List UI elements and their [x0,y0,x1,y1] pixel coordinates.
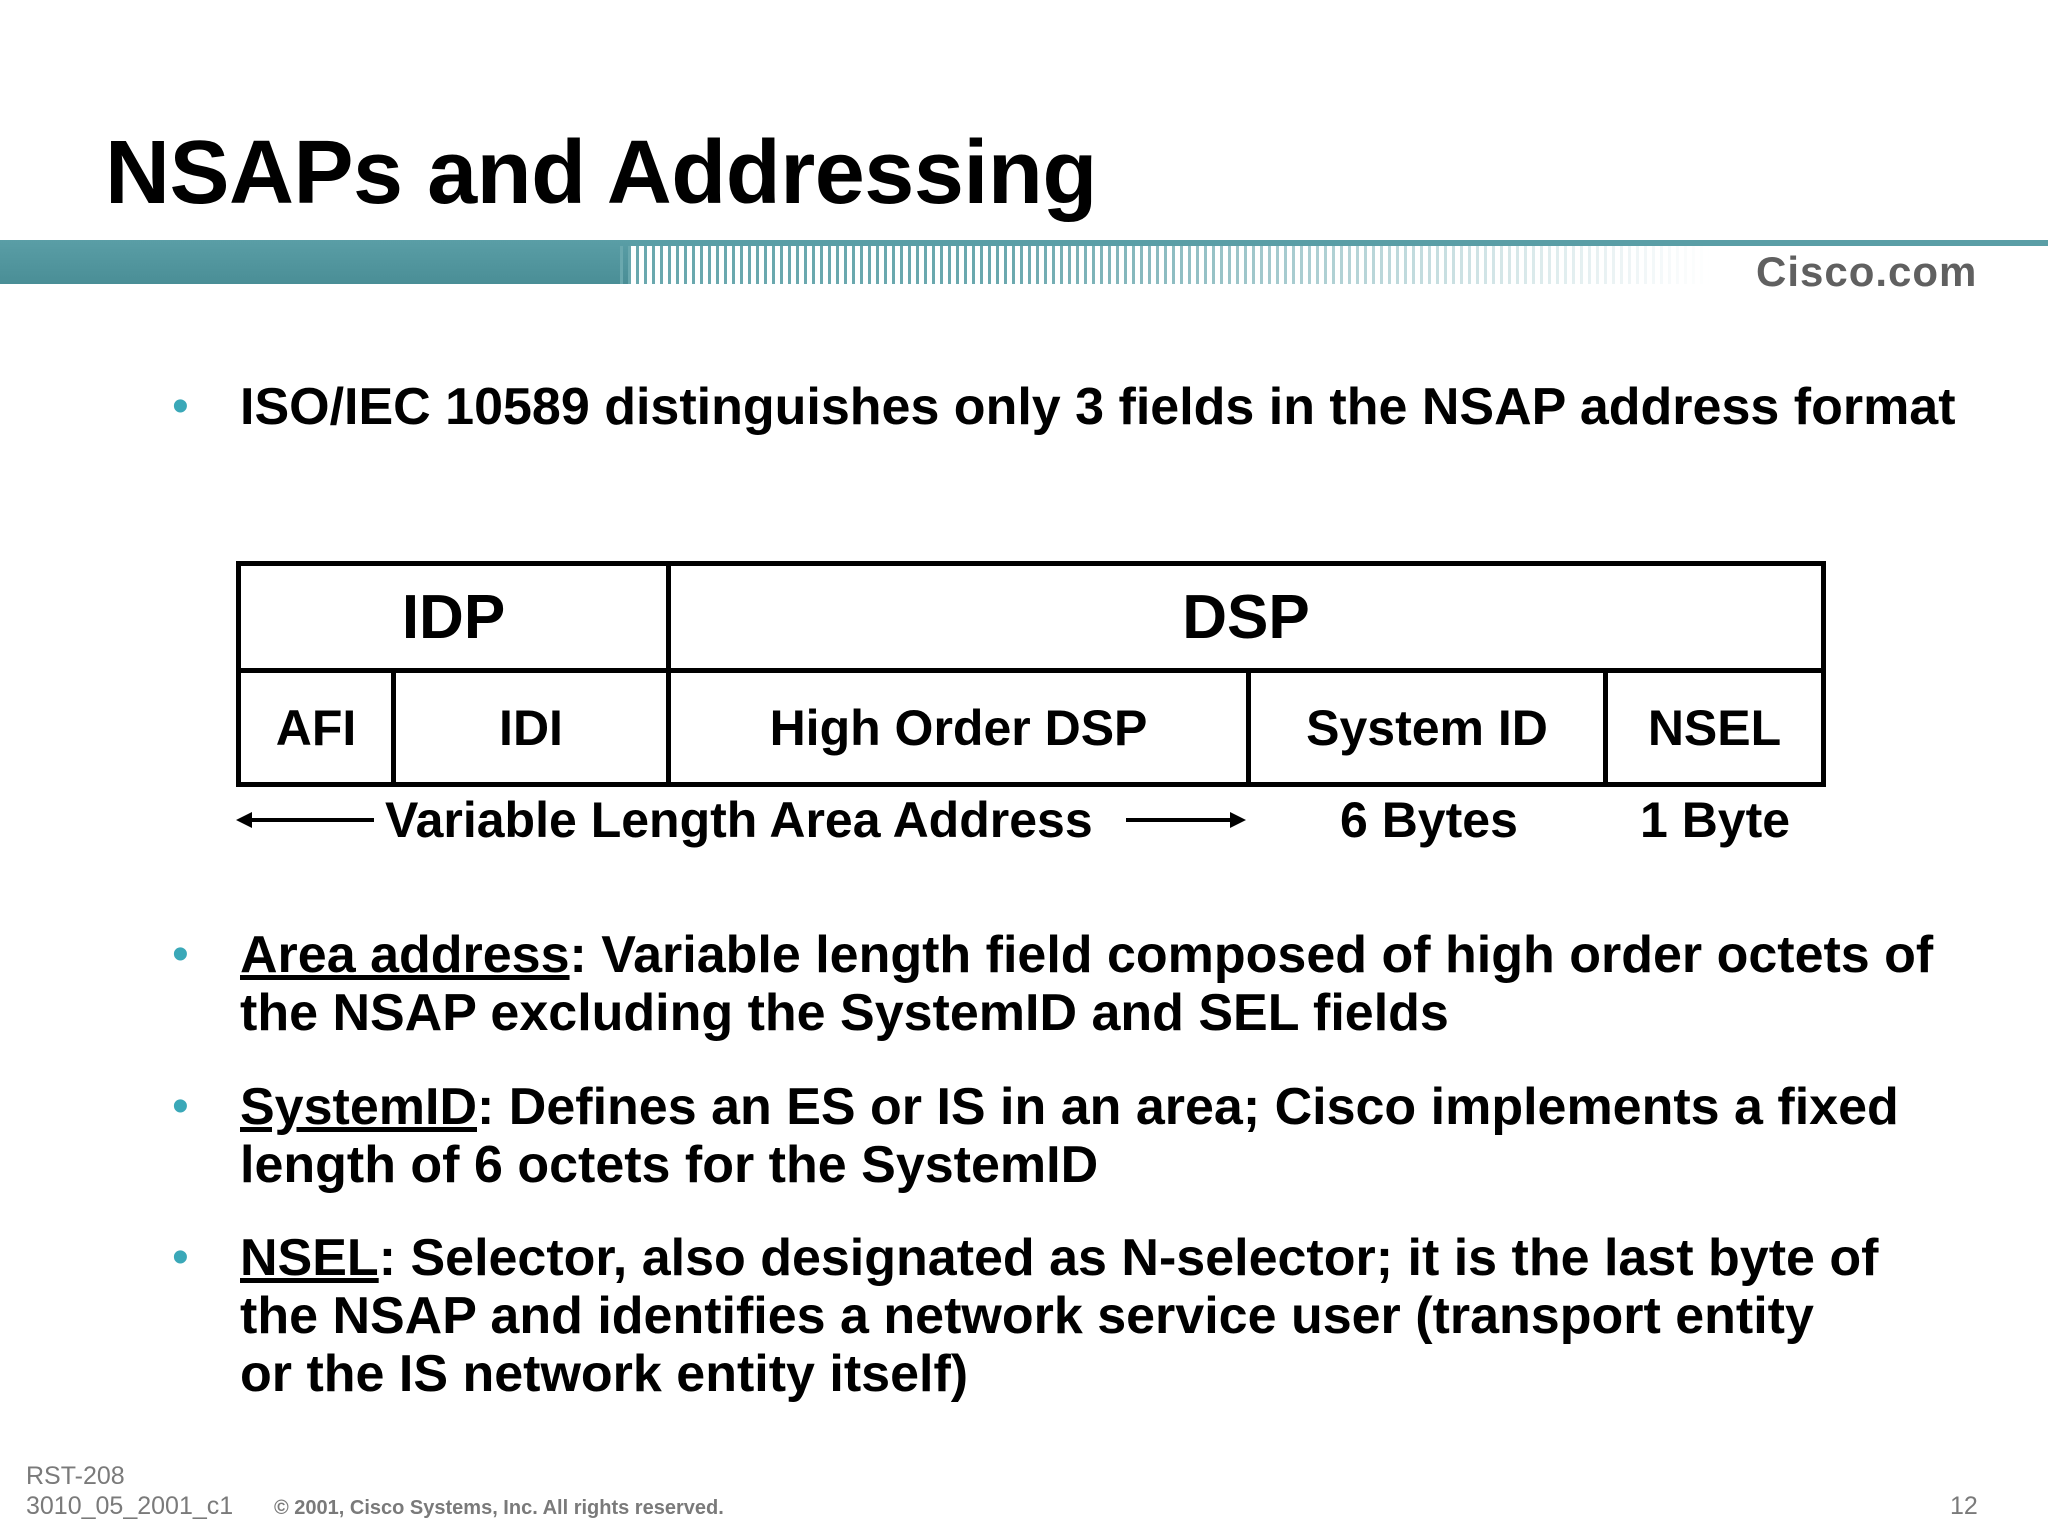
header-bar-stripes [620,246,1710,284]
cisco-logo: Cisco.com [1756,248,1978,295]
bullet-icon: • [172,380,189,433]
right-arrow-icon [1126,805,1246,835]
footer-code: 3010_05_2001_c1 [26,1492,234,1520]
bullet-icon: • [172,928,189,981]
slide-title: NSAPs and Addressing [105,123,1097,223]
bullet-term: NSEL [240,1229,379,1287]
area-length-label: Variable Length Area Address [385,792,1093,848]
footer-course: RST-208 [26,1462,125,1490]
bullet-text-2 [240,926,1960,1042]
bullet-text-1 [240,378,1960,436]
bullet-icon: • [172,1231,189,1284]
bullet-body: Selector, also designated as N-selector; it is the last byte of the NSAP and identifies a network service user (transport entity or the IS network entity itself) [240,1229,1879,1403]
nsap-top-row [241,566,1821,673]
cell-nsel: NSEL [1647,699,1782,756]
bullet-text-3 [240,1078,1960,1194]
system-id-length-label: 6 Bytes [1340,792,1518,848]
header-bar [0,240,630,284]
page-number: 12 [1950,1492,1978,1520]
nsel-length-label: 1 Byte [1640,792,1791,848]
cell-idp: IDP [241,566,671,668]
bullet-body: Variable length field composed of high order octets of the NSAP excluding the SystemID and SEL fields [240,926,1934,1042]
cell-dsp: DSP [1182,582,1310,652]
cell-high-order-dsp: High Order DSP [671,673,1251,782]
bullet-icon: • [172,1080,189,1133]
bullet-term: SystemID [240,1078,477,1136]
bullet-separator: : [477,1078,495,1136]
nsap-field-row [241,673,1821,782]
bullet-body: ISO/IEC 10589 distinguishes only 3 fields in the NSAP address format [240,378,1956,436]
left-arrow-icon [236,805,376,835]
footer-copyright: © 2001, Cisco Systems, Inc. All rights reserved. [274,1497,724,1519]
bullet-separator: : [569,926,587,984]
bullet-term: Area address [240,926,570,984]
bullet-separator: : [378,1229,397,1287]
bullet-text-4 [240,1229,1880,1403]
nsap-format-table [236,561,1826,787]
cell-system-id: System ID [1251,673,1608,782]
cell-afi: AFI [241,673,396,782]
cell-idi: IDI [396,673,671,782]
bullet-body: Defines an ES or IS in an area; Cisco implements a fixed length of 6 octets for the SystemID [240,1078,1899,1194]
